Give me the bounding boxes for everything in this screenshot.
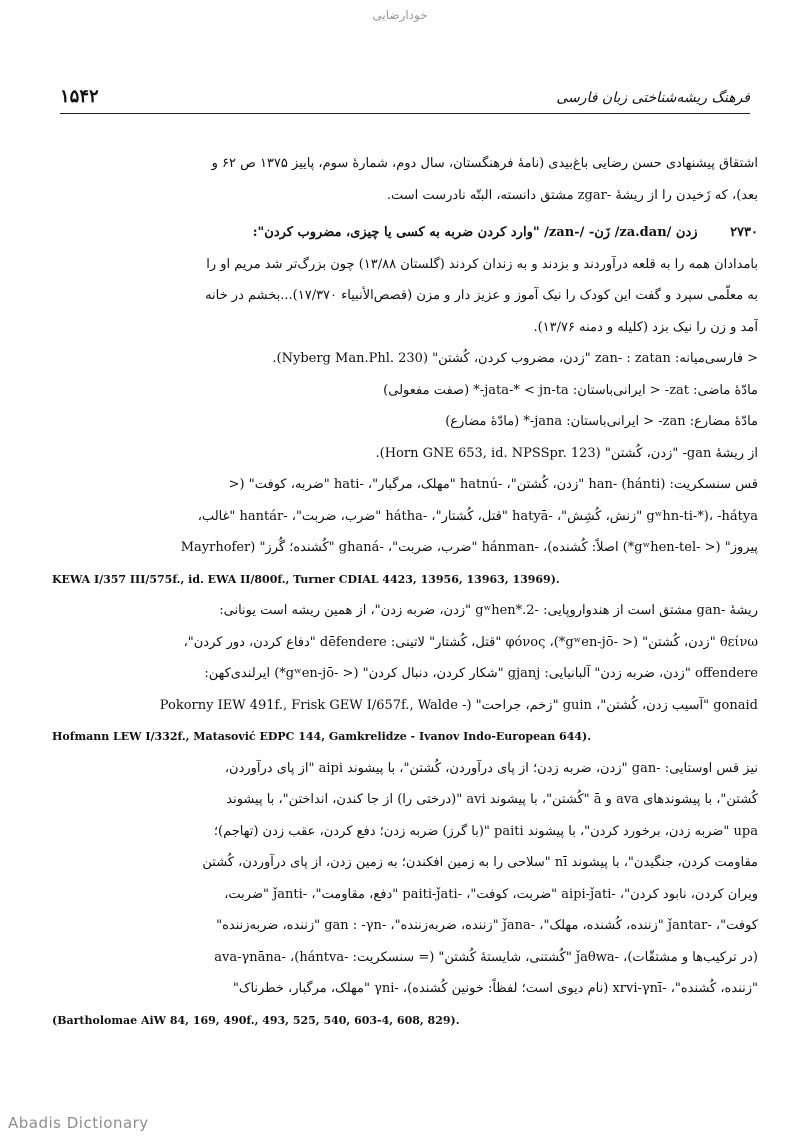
body-line: ریشهٔ -gan مشتق است از هندواروپایی: -gʷhen*.2 "زدن، ضربه زدن"، از همین ریشه است یونانی: [219, 603, 758, 618]
body-line: کوفت"، -ǰantar "زننده، کُشنده، مهلک"، -ǰana "زننده، ضربه‌زننده"، -gan : -γn "زننده، ضربه‌زننده" [216, 918, 758, 933]
body-line: آمد و زن را نیک بزد (کلیله و دمنه ۱۳/۷۶). [533, 319, 758, 335]
entry-number: ۲۷۳۰ [730, 225, 758, 240]
body-line: نیز قس اوستایی: -gan "زدن، ضربه زدن؛ از پای درآوردن، کُشتن"، با پیشوند aipi "از پای درآوردن، [224, 760, 758, 776]
citation-line: KEWA I/357 III/575f., id. EWA II/800f., Turner CDIAL 4423, 13956, 13963, 13969). [52, 572, 560, 586]
body-line: gonaid "آسیب زدن، کُشتن"، guin "زخم، جراحت" (- Pokorny IEW 491f., Frisk GEW I/657f., Walde [159, 697, 758, 713]
body-line: مقاومت کردن، جنگیدن"، با پیشوند nī "سلاحی را به زمین افکندن؛ به زمین زدن، از پای درآوردن، کُشتن [202, 855, 758, 870]
running-title: فرهنگ ریشه‌شناختی زبان فارسی [556, 90, 750, 106]
body-line: مادّهٔ مضارع: zan- < ایرانی‌باستان: jana-* (مادّهٔ مضارع) [445, 414, 758, 429]
body-line: قس سنسکریت: han- (hánti) "زدن، کُشتن"، -hatnú "مهلک، مرگبار"، -hati "ضربه، کوفت" (< [228, 477, 758, 492]
page-content [52, 148, 758, 1036]
body-line: offendere "زدن، ضربه زدن" آلبانیایی: gjanj "شکار کردن، دنبال کردن" (< -gʷen-jō*) ایرلندی‌کهن: [204, 666, 758, 681]
entry-heading [52, 217, 758, 249]
body-line: بامدادان همه را به قلعه درآوردند و بزدند و به زندان کردند (گلستان ۱۳/۸۸) چون بزرگ‌تر شد مریم او را [206, 256, 758, 272]
body-line: کُشتن"، با پیشوندهای ava و ā "کُشتن"، با پیشوند avi "(درختی را) از جا کندن، انداختن"، با پیشوند [226, 792, 758, 807]
body-line: < فارسی‌میانه: zan- : zatan "زدن، مضروب کردن، کُشتن" (Nyberg Man.Phl. 230). [272, 351, 758, 366]
body-line: از ریشهٔ gan- "زدن، کُشتن" (Horn GNE 653, id. NPSSpr. 123). [375, 445, 758, 461]
page-header [60, 86, 750, 114]
body-line: (در ترکیب‌ها و مشتقّات)، -ǰaθwa "کُشتنی، شایستهٔ کُشتن" (= سنسکریت: -hántva)، -ava-γnāna [214, 949, 758, 965]
intro-line: بعد)، که زَخیدن را از ریشهٔ -zgar مشتق دانسته، البتّه نادرست است. [386, 187, 758, 203]
page-number: ۱۵۴۲ [60, 86, 99, 107]
body-line: ویران کردن، نابود کردن"، -aipi-ǰati "ضربت، کوفت"، -paiti-ǰati "دفع، مقاومت"، -ǰanti "ضربت، [224, 886, 758, 902]
watermark-top: خودارضایی [372, 8, 428, 22]
watermark-bottom: Abadis Dictionary [8, 1114, 149, 1132]
body-line: مادّهٔ ماضی: zat- < ایرانی‌باستان: jata-* < jn-ta-* (صفت مفعولی) [383, 382, 758, 398]
body-line: upa "ضربه زدن، برخورد کردن"، با پیشوند paiti "(با گرز) ضربه زدن؛ دفع کردن، عقب زدن (تهاجم)؛ [213, 823, 758, 839]
citation-line: (Bartholomae AiW 84, 169, 490f., 493, 525, 540, 603-4, 608, 829). [52, 1013, 460, 1027]
entry-headword: زدن /za.dan/ زَن- /-zan/ "وارد کردن ضربه به کسی یا چیزی، مضروب کردن": [252, 225, 698, 240]
intro-line: اشتقاق پیشنهادی حسن رضایی باغ‌بیدی (نامهٔ فرهنگستان، سال دوم، شمارهٔ سوم، پاییز ۱۳۷۵ ص ۶۲ و [211, 156, 758, 171]
body-line: پیروز" (< -gʷhen-tel*) اصلاً: کُشنده)، -hánman "ضرب، ضربت"، -ghaná "کُشنده؛ گُرز" (Mayrhofer [180, 540, 758, 555]
citation-line: Hofmann LEW I/332f., Matasović EDPC 144, Gamkrelidze - Ivanov Indo-European 644). [52, 730, 592, 743]
body-line: "زننده، کُشنده"، -xrvi-γnī (نام دیوی است؛ لفظاً: خونین کُشنده)، -γni "مهلک، مرگبار، خطرناک" [232, 981, 758, 996]
body-line: به معلّمی سپرد و گفت این کودک را نیک آموز و عزیز دار و مزن (قصص‌الأنبیاء ۱۷/۳۷۰)...بخشم در خانه [205, 288, 758, 303]
body-line: gʷhn-ti-*)، -hátya "زنش، کُشِش"، -hatyā "قتل، کُشتار"، -hátha "ضرب، ضربت"، -hantár "غالب، [197, 508, 758, 524]
body-line: θείνω "زدن، کُشتن" (< -gʷen-jō*)، φόνος "قتل، کُشتار" لاتینی: dēfendere "دفاع کردن، دور کردن"، [183, 634, 758, 650]
